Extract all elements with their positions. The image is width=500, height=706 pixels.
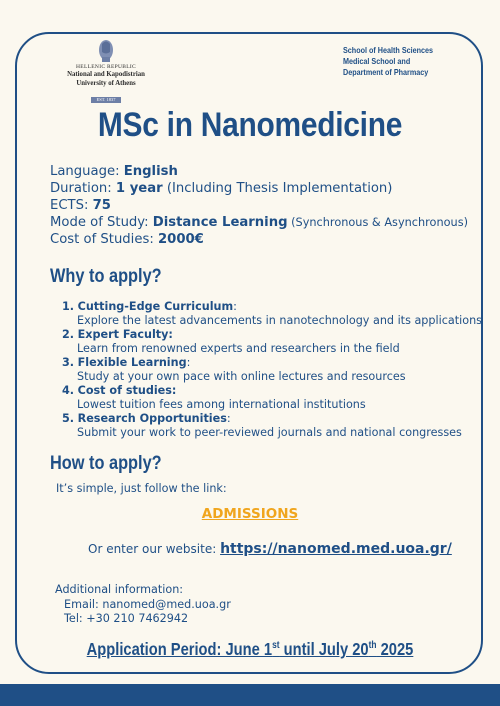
how-to-apply-heading: How to apply? bbox=[50, 453, 162, 474]
university-name-line2: University of Athens bbox=[76, 79, 136, 87]
university-crest-icon bbox=[96, 38, 116, 64]
program-details bbox=[50, 163, 468, 248]
ects-row bbox=[50, 197, 468, 214]
reason-item: 5. Research Opportunities: Submit your work to peer-reviewed journals and national congresses bbox=[62, 412, 462, 439]
duration-row bbox=[50, 180, 468, 197]
republic-label: HELLENIC REPUBLIC bbox=[76, 64, 136, 70]
page-title: MSc in Nanomedicine bbox=[97, 106, 403, 144]
reasons-list bbox=[62, 300, 482, 440]
bottom-band bbox=[0, 684, 500, 706]
cost-value: 2000€ bbox=[157, 232, 204, 247]
application-period: Application Period: June 1st until July 20th 2025 bbox=[86, 639, 414, 659]
school-label bbox=[343, 45, 433, 78]
admissions-link[interactable]: ADMISSIONS bbox=[201, 506, 299, 522]
mode-label: Mode of Study: bbox=[50, 215, 153, 230]
language-label: Language: bbox=[50, 164, 124, 179]
ects-label: ECTS: bbox=[50, 198, 93, 213]
cost-row bbox=[50, 231, 468, 248]
reason-item: 1. Cutting-Edge Curriculum: Explore the latest advancements in nanotechnology and its applications bbox=[62, 300, 482, 327]
school-line2: Medical School and bbox=[343, 56, 411, 66]
mode-value: Distance Learning bbox=[152, 215, 288, 230]
cost-label: Cost of Studies: bbox=[50, 232, 158, 247]
school-line1: School of Health Sciences bbox=[343, 45, 434, 55]
website-prefix: Or enter our website: bbox=[88, 542, 221, 556]
reason-item: 4. Cost of studies: Lowest tuition fees among international institutions bbox=[62, 384, 366, 411]
contact-info bbox=[55, 583, 231, 627]
university-logo bbox=[53, 64, 159, 106]
duration-note: (Including Thesis Implementation) bbox=[162, 181, 393, 196]
ects-value: 75 bbox=[92, 198, 111, 213]
reason-item: 3. Flexible Learning: Study at your own pace with online lectures and resources bbox=[62, 356, 406, 383]
contact-email[interactable]: Email: nanomed@med.uoa.gr bbox=[64, 597, 231, 611]
school-line3: Department of Pharmacy bbox=[343, 67, 429, 77]
language-row bbox=[50, 163, 468, 180]
mode-row bbox=[50, 214, 468, 231]
contact-title: Additional information: bbox=[55, 583, 184, 596]
established-badge: EST. 1837 bbox=[91, 97, 122, 103]
website-row bbox=[88, 541, 452, 557]
duration-value: 1 year bbox=[115, 181, 163, 196]
contact-phone: Tel: +30 210 7462942 bbox=[64, 612, 189, 625]
duration-label: Duration: bbox=[50, 181, 116, 196]
language-value: English bbox=[123, 164, 178, 179]
why-apply-heading: Why to apply? bbox=[50, 266, 162, 287]
mode-note: (Synchronous & Asynchronous) bbox=[287, 216, 468, 229]
reason-item: 2. Expert Faculty: Learn from renowned experts and researchers in the field bbox=[62, 328, 400, 355]
university-name-line1: National and Kapodistrian bbox=[67, 71, 145, 78]
website-link[interactable]: https://nanomed.med.uoa.gr/ bbox=[220, 541, 452, 557]
how-intro-text: It’s simple, just follow the link: bbox=[56, 482, 227, 495]
